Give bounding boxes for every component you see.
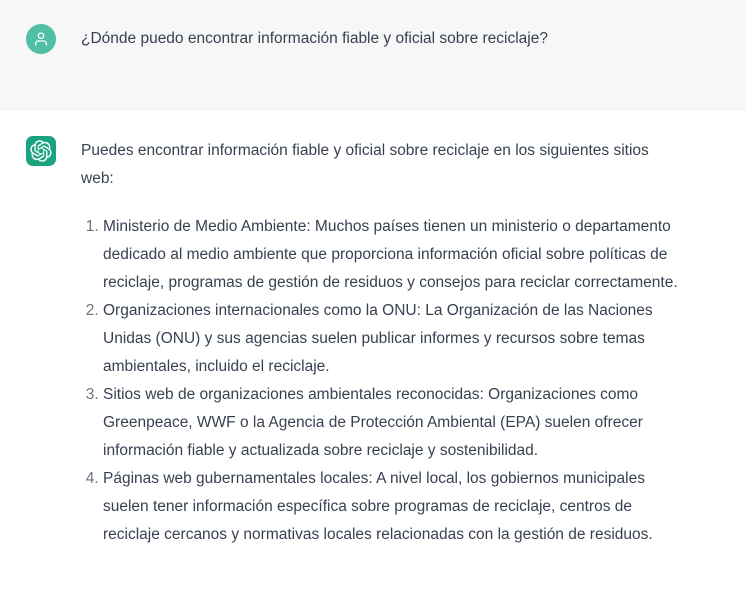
openai-logo-icon xyxy=(30,140,52,162)
assistant-message-content xyxy=(81,137,681,549)
list-item: 1. Ministerio de Medio Ambiente: Muchos países tienen un ministerio o departamento dedicado al medio ambiente que proporciona información oficial sobre políticas de reciclaje, programas de gestión de residuos y consejos para reciclar correctamente. xyxy=(103,213,681,297)
assistant-message-row xyxy=(0,111,745,602)
user-icon xyxy=(33,31,49,47)
list-item: 2. Organizaciones internacionales como la ONU: La Organización de las Naciones Unidas (ONU) y sus agencias suelen publicar informes y recursos sobre temas ambientales, incluido el reciclaje. xyxy=(103,297,681,381)
resource-list xyxy=(81,213,681,549)
user-avatar xyxy=(26,24,56,54)
assistant-intro: Puedes encontrar información fiable y oficial sobre reciclaje en los siguientes sitios web: xyxy=(81,142,649,187)
user-message-text: ¿Dónde puedo encontrar información fiable y oficial sobre reciclaje? xyxy=(81,30,548,47)
list-item: 3. Sitios web de organizaciones ambientales reconocidas: Organizaciones como Greenpeace, WWF o la Agencia de Protección Ambiental (EPA) suelen ofrecer información fiable y actualizada sobre reciclaje y sostenibilidad. xyxy=(103,381,681,465)
assistant-avatar xyxy=(26,136,56,166)
list-item: 4. Páginas web gubernamentales locales: A nivel local, los gobiernos municipales suelen tener información específica sobre programas de reciclaje, centros de reciclaje cercanos y normativas locales relacionadas con la gestión de residuos. xyxy=(103,465,681,549)
user-message-row xyxy=(0,0,745,111)
